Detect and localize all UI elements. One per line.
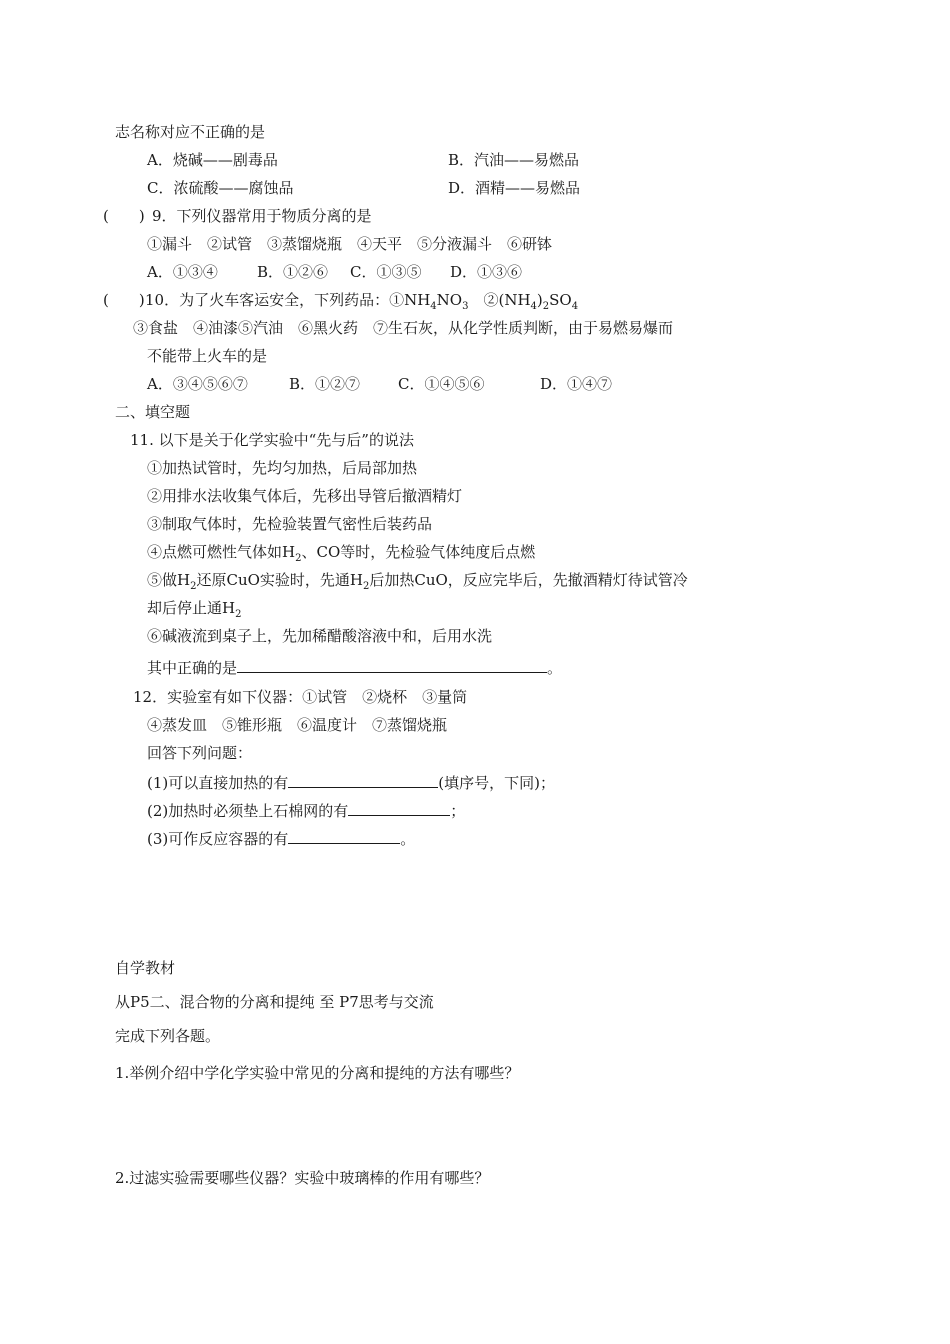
q10-stem: 10．为了火车客运安全，下列药品：$①NH_4NO_3$ $②(NH_4)_2SO_4$ — [145, 291, 579, 312]
q9-option-c: C．①③⑤ — [350, 263, 422, 281]
q11-answer-blank[interactable] — [237, 656, 547, 673]
q9-option-b: B．①②⑥ — [257, 263, 329, 281]
q12-part-3-blank[interactable] — [288, 827, 400, 844]
q9-answer-paren: ( ) — [103, 207, 145, 225]
q9-stem: 9．下列仪器常用于物质分离的是 — [152, 207, 372, 225]
q8-stem-tail: 志名称对应不正确的是 — [115, 123, 266, 141]
q11-stem: 11. 以下是关于化学实验中“先与后”的说法 — [130, 431, 414, 449]
q12-part-1: (1)可以直接加热的有 (填序号，下同)； — [147, 771, 555, 793]
section-title-fill-blank: 二、填空题 — [115, 403, 191, 421]
q8-option-d: D．酒精——易燃品 — [448, 179, 581, 197]
q10-option-a: A．③④⑤⑥⑦ — [147, 375, 248, 393]
q10-stem-line3: 不能带上火车的是 — [147, 347, 268, 365]
q10-option-b: B．①②⑦ — [289, 375, 361, 393]
selfstudy-instruction: 完成下列各题。 — [115, 1027, 221, 1045]
selfstudy-item-2: 2.过滤实验需要哪些仪器？实验中玻璃棒的作用有哪些？ — [115, 1169, 490, 1187]
q9-option-d: D．①③⑥ — [450, 263, 523, 281]
q12-part-1-blank[interactable] — [288, 771, 438, 788]
q10-answer-paren: ( ) — [103, 291, 145, 309]
q9-option-a: A．①③④ — [147, 263, 218, 281]
q11-statement-3: ③制取气体时，先检验装置气密性后装药品 — [147, 515, 433, 533]
q8-option-c: C．浓硫酸——腐蚀品 — [147, 179, 294, 197]
q11-statement-2: ②用排水法收集气体后，先移出导管后撤酒精灯 — [147, 487, 463, 505]
q11-statement-4: ④点燃可燃性气体如$H_2$、CO等时，先检验气体纯度后点燃 — [147, 543, 536, 564]
q10-option-d: D．①④⑦ — [540, 375, 613, 393]
q11-statement-1: ①加热试管时，先均匀加热，后局部加热 — [147, 459, 418, 477]
q12-ask: 回答下列问题： — [147, 744, 253, 762]
q11-statement-5-line2: 却后停止通$H_2$ — [147, 599, 242, 620]
q12-part-2: (2)加热时必须垫上石棉网的有 ； — [147, 799, 465, 821]
selfstudy-title: 自学教材 — [115, 959, 176, 977]
q12-part-2-blank[interactable] — [348, 799, 450, 816]
selfstudy-range: 从P5二、混合物的分离和提纯 至 P7思考与交流 — [115, 993, 434, 1011]
q9-items: ①漏斗 ②试管 ③蒸馏烧瓶 ④天平 ⑤分液漏斗 ⑥研钵 — [147, 235, 553, 253]
q8-option-a: A．烧碱——剧毒品 — [147, 151, 278, 169]
q10-option-c: C．①④⑤⑥ — [398, 375, 485, 393]
q11-statement-6: ⑥碱液流到桌子上，先加稀醋酸溶液中和，后用水洗 — [147, 627, 493, 645]
q10-stem-line2: ③食盐 ④油漆⑤汽油 ⑥黑火药 ⑦生石灰，从化学性质判断，由于易燃易爆而 — [133, 319, 674, 337]
q11-statement-5: ⑤做$H_2$还原CuO实验时，先通$H_2$后加热CuO，反应完毕后，先撤酒精灯待试管冷 — [147, 571, 688, 592]
selfstudy-item-1: 1.举例介绍中学化学实验中常见的分离和提纯的方法有哪些？ — [115, 1064, 520, 1082]
q12-stem: 12．实验室有如下仪器：①试管 ②烧杯 ③量筒 — [133, 688, 468, 706]
q8-option-b: B．汽油——易燃品 — [448, 151, 580, 169]
q11-answer-line: 其中正确的是 。 — [147, 656, 562, 678]
q12-items-line2: ④蒸发皿 ⑤锥形瓶 ⑥温度计 ⑦蒸馏烧瓶 — [147, 716, 448, 734]
q12-part-3: (3)可作反应容器的有 。 — [147, 827, 415, 849]
